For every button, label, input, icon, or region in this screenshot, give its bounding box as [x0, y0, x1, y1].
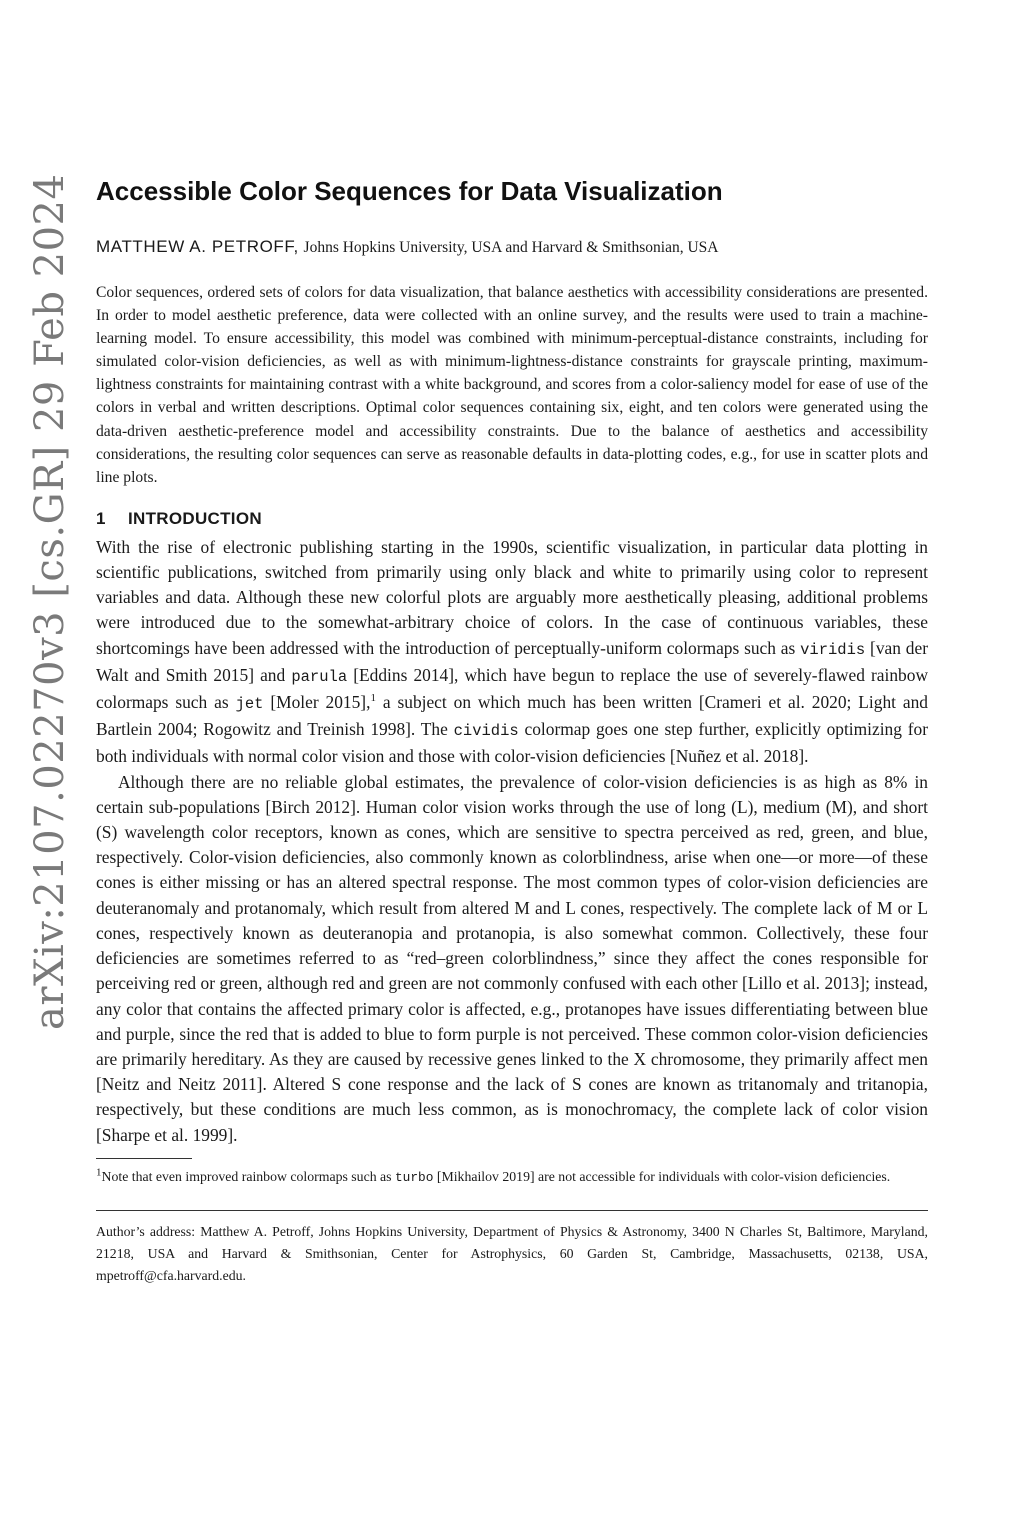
code-parula: parula	[291, 667, 348, 686]
footnote-divider	[96, 1158, 192, 1159]
address-divider	[96, 1210, 928, 1211]
text-run: a subject on which much has been written [Crameri et al. 2020; Light and Bartlein 2004; Rogowitz and Treinish 1998]. The	[96, 692, 928, 740]
code-jet: jet	[235, 695, 264, 714]
paper-title: Accessible Color Sequences for Data Visualization	[96, 176, 723, 206]
author-line	[96, 236, 928, 259]
text-run: colormap goes one step further, explicitly optimizing for both individuals with normal color vision and those with color-vision deficiencies [Nuñez et al. 2018].	[96, 719, 929, 767]
code-turbo: turbo	[395, 1169, 434, 1185]
text-run: [Moler 2015],	[263, 692, 371, 713]
text-run: [Eddins 2014], which have begun to replace the use of severely-flawed rainbow colormaps such as	[96, 664, 929, 713]
section-number: 1	[96, 508, 106, 528]
code-viridis: viridis	[800, 640, 866, 659]
section-heading-introduction	[96, 507, 928, 531]
code-cividis: cividis	[453, 722, 519, 741]
arxiv-identifier-stamp: arXiv:2107.02270v3 [cs.GR] 29 Feb 2024	[27, 173, 73, 1030]
abstract: Color sequences, ordered sets of colors for data visualization, that balance aesthetics with accessibility considerations are presented. In order to model aesthetic preference, data were collected with an online survey, and the results were used to train a machine-learning model. To ensure accessibility, this model was combined with minimum-perceptual-distance constraints, including for simulated color-vision deficiencies, as well as with minimum-lightness-distance constraints for grayscale printing, maximum-lightness constraints for maintaining contrast with a white background, and scores from a color-saliency model for ease of use of the colors in verbal and written descriptions. Optimal color sequences containing six, eight, and ten colors were generated using the data-driven aesthetic-preference model and accessibility constraints. Due to the balance of aesthetics and accessibility considerations, the resulting color sequences can serve as reasonable defaults in data-plotting codes, e.g., for use in scatter plots and line plots.	[96, 284, 928, 486]
text-run: Note that even improved rainbow colormaps such as	[101, 1168, 395, 1184]
text-run: [Mikhailov 2019] are not accessible for individuals with color-vision deficiencies.	[433, 1168, 891, 1184]
footnote-number: 1	[96, 1166, 102, 1179]
page-content	[96, 170, 928, 1287]
footnote-1	[96, 1167, 928, 1188]
author-affiliation: Johns Hopkins University, USA and Harvard & Smithsonian, USA	[303, 239, 719, 256]
intro-paragraph-2: Although there are no reliable global estimates, the prevalence of color-vision deficiencies is as high as 8% in certain sub-populations [Birch 2012]. Human color vision works through the use of long (L), medium (M), and short (S) wavelength color receptors, known as cones, which are sensitive to spectra perceived as red, green, and blue, respectively. Color-vision deficiencies, also commonly known as colorblindness, arise when one—or more—of these cones is either missing or has an altered spectral response. The most common types of color-vision deficiencies are deuteranomaly and protanomaly, which result from altered M and L cones, respectively. The complete lack of M or L cones, respectively known as deuteranopia and protanopia, is also somewhat common. Collectively, these four deficiencies are sometimes referred to as “red–green colorblindness,” since they affect the cones responsible for perceiving red or green, although red and green are not commonly confused with each other [Lillo et al. 2013]; instead, any color that contains the affected primary color is affected, e.g., protanopes have issues differentiating between blue and purple, since the red that is added to blue to form purple is not perceived. These common color-vision deficiencies are primarily hereditary. As they are caused by recessive genes linked to the X chromosome, they primarily affect men [Neitz and Neitz 2011]. Altered S cone response and the lack of S cones are known as tritanomaly and tritanopia, respectively, but these conditions are much less common, as is monochromacy, the complete lack of color vision [Sharpe et al. 1999].	[96, 771, 928, 1145]
section-title: INTRODUCTION	[128, 508, 262, 528]
text-run: With the rise of electronic publishing starting in the 1990s, scientific visualization, in particular data plotting in scientific publications, switched from primarily using only black and white to primarily using color to represent variables and data. Although these new colorful plots are arguably more aesthetically pleasing, additional problems were introduced due to the somewhat-arbitrary choice of colors. In the case of continuous variables, these shortcomings have been addressed with the introduction of perceptually-uniform colormaps such as	[96, 536, 928, 658]
footnote-marker: 1	[370, 692, 376, 705]
author-address: Author’s address: Matthew A. Petroff, Johns Hopkins University, Department of Physics & Astronomy, 3400 N Charles St, Baltimore, Maryland, 21218, USA and Harvard & Smithsonian, Center for Astrophysics, 60 Garden St, Cambridge, Massachusetts, 02138, USA, mpetroff@cfa.harvard.edu.	[96, 1223, 928, 1283]
author-name: MATTHEW A. PETROFF,	[96, 237, 299, 256]
intro-paragraph-1	[96, 535, 928, 770]
text-run: [van der Walt and Smith 2015] and	[96, 637, 928, 685]
